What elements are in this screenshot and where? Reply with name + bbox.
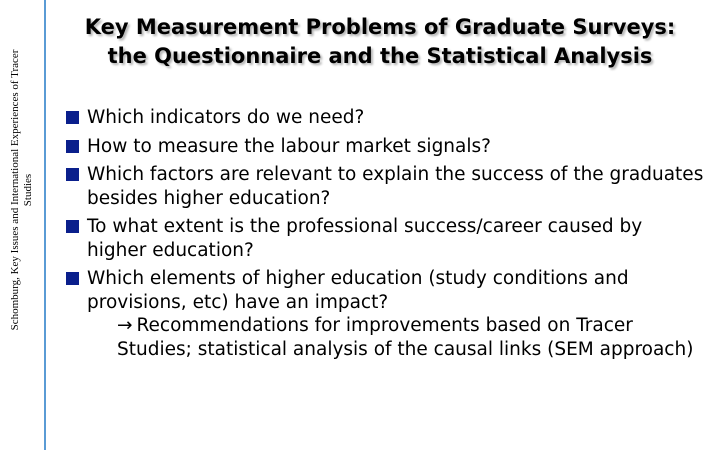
square-bullet-icon (66, 272, 79, 285)
list-item (66, 267, 706, 361)
list-item-text: To what extent is the professional success/career caused by higher education? (87, 216, 643, 261)
list-item-text: Which indicators do we need? (87, 107, 365, 128)
square-bullet-icon (66, 220, 79, 233)
slide-title (60, 13, 700, 71)
list-item (66, 106, 706, 130)
sidebar-divider (44, 0, 46, 450)
square-bullet-icon (66, 111, 79, 124)
list-item (66, 163, 706, 210)
slide-title-line-2: the Questionnaire and the Statistical Analysis (107, 44, 653, 68)
list-item-text: Which elements of higher education (study conditions and provisions, etc) have an impact? (87, 268, 629, 313)
list-item (66, 135, 706, 159)
slide-title-line-1: Key Measurement Problems of Graduate Surveys: (84, 15, 676, 39)
square-bullet-icon (66, 168, 79, 181)
recommendation-line (87, 314, 706, 361)
sidebar (0, 0, 45, 450)
square-bullet-icon (66, 140, 79, 153)
list-item (66, 215, 706, 262)
recommendation-text: Recommendations for improvements based on Tracer Studies; statistical analysis of the causal links (SEM approach) (117, 315, 694, 360)
sidebar-caption: Schomburg, Key Issues and International Experiences of Tracer Studies (9, 49, 34, 331)
question-list (66, 106, 706, 366)
list-item-text: Which factors are relevant to explain the success of the graduates besides higher education? (87, 164, 704, 209)
list-item-text: How to measure the labour market signals? (87, 135, 491, 157)
right-arrow-icon: → (117, 315, 133, 336)
